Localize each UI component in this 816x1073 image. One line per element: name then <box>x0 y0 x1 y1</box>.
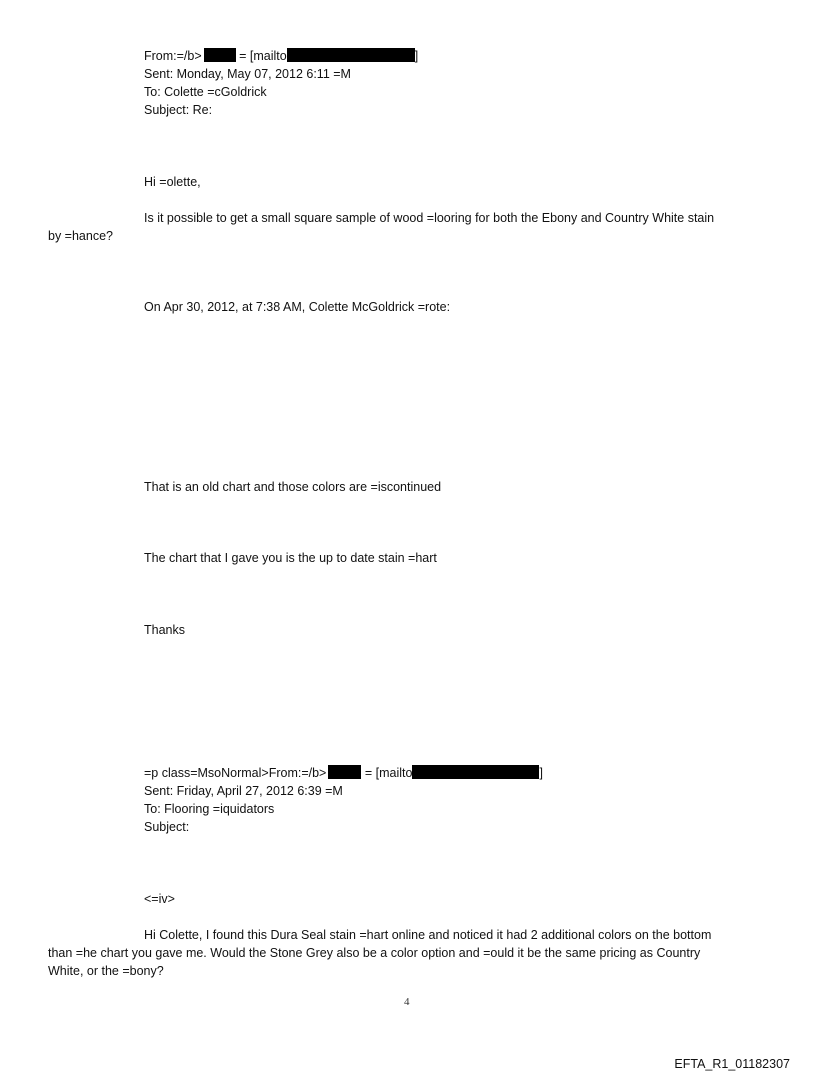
reply-line2: The chart that I gave you is the up to date stain =hart <box>144 551 437 565</box>
bracket-close: ] <box>414 49 419 63</box>
email1-from-line <box>144 48 418 64</box>
redacted-email-address <box>412 765 539 779</box>
email1-sent-line: Sent: Monday, May 07, 2012 6:11 =M <box>144 67 351 81</box>
email2-to-line: To: Flooring =iquidators <box>144 802 275 816</box>
quote-intro: On Apr 30, 2012, at 7:38 AM, Colette McGoldrick =rote: <box>144 300 451 314</box>
email2-body-line1: Hi Colette, I found this Dura Seal stain =hart online and noticed it had 2 additional colors on the bottom <box>144 928 712 942</box>
email2-div-tag: <=iv> <box>144 892 175 906</box>
reply-thanks: Thanks <box>144 623 185 637</box>
email1-body-line2: by =hance? <box>48 229 113 243</box>
redacted-sender-name <box>328 765 361 779</box>
mailto-label: = [mailto <box>361 766 413 780</box>
reply-line1: That is an old chart and those colors are =iscontinued <box>144 480 442 494</box>
page-number: 4 <box>404 996 410 1008</box>
mailto-label: = [mailto <box>235 49 287 63</box>
email1-subject-line: Subject: Re: <box>144 103 213 117</box>
email2-from-line <box>144 765 543 781</box>
redacted-sender-name <box>204 48 236 62</box>
from-label: From:=/b> <box>144 49 202 63</box>
redacted-email-address <box>287 48 415 62</box>
email2-subject-line: Subject: <box>144 820 190 834</box>
from-label: =p class=MsoNormal>From:=/b> <box>144 766 327 780</box>
email1-greeting: Hi =olette, <box>144 175 201 189</box>
email2-body-line3: White, or the =bony? <box>48 964 164 978</box>
email2-sent-line: Sent: Friday, April 27, 2012 6:39 =M <box>144 784 343 798</box>
email2-body-line2: than =he chart you gave me. Would the Stone Grey also be a color option and =ould it be the same pricing as Country <box>48 946 701 960</box>
email1-body-line1: Is it possible to get a small square sample of wood =looring for both the Ebony and Country White stain <box>144 211 715 225</box>
bracket-close: ] <box>539 766 543 780</box>
document-id: EFTA_R1_01182307 <box>674 1057 790 1071</box>
email1-to-line: To: Colette =cGoldrick <box>144 85 267 99</box>
